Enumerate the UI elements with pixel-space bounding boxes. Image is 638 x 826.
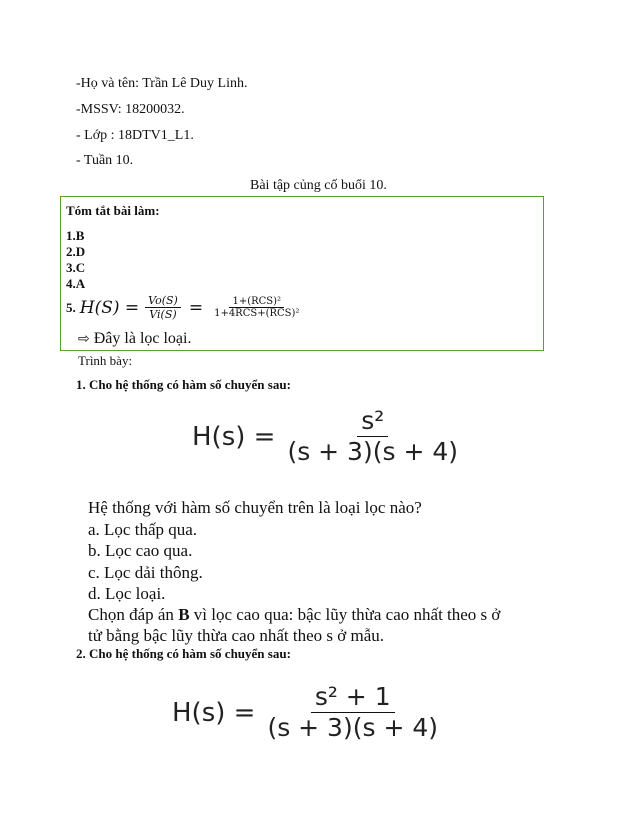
arrow-right-icon: ⇨ — [78, 331, 90, 347]
q5-fraction-1-numerator: Vo(S) — [145, 295, 181, 309]
q5-formula — [66, 291, 302, 325]
student-name: -Họ và tên: Trần Lê Duy Linh. — [76, 76, 248, 91]
q2-denominator: (s + 3)(s + 4) — [267, 712, 438, 742]
q5-fraction-2-denominator: 1+4RCS+(RCS)² — [214, 308, 300, 320]
option-c: c. Lọc dải thông. — [88, 563, 203, 582]
answer-2: 2.D — [66, 244, 86, 259]
question-1-prompt: Hệ thống với hàm số chuyển trên là loại lọc nào? — [88, 498, 422, 517]
answer-4: 4.A — [66, 276, 86, 291]
q2-fraction — [263, 683, 442, 743]
question-1-heading: 1. Cho hệ thống có hàm số chuyển sau: — [76, 377, 291, 392]
answer-3: 3.C — [66, 260, 86, 275]
option-b: b. Lọc cao qua. — [88, 541, 193, 560]
q5-conclusion: Đây là lọc loại. — [93, 330, 192, 347]
question-1-formula — [192, 396, 462, 478]
student-id: -MSSV: 18200032. — [76, 102, 185, 117]
q5-equals: = — [188, 298, 204, 318]
q5-fraction-2-numerator: 1+(RCS)² — [229, 296, 284, 309]
choice-letter: B — [178, 605, 190, 624]
q1-fraction — [283, 407, 462, 467]
q5-fraction-2 — [211, 296, 302, 321]
q1-numerator: s² — [357, 407, 388, 437]
page-title: Bài tập củng cố buổi 10. — [250, 178, 387, 193]
q1-denominator: (s + 3)(s + 4) — [287, 436, 458, 466]
choice-rest: vì lọc cao qua: bậc lũy thừa cao nhất theo s ở — [189, 605, 501, 624]
class-line: - Lớp : 18DTV1_L1. — [76, 128, 194, 143]
q5-conclusion-line — [78, 330, 191, 348]
answer-explanation-line-2: tử bằng bậc lũy thừa cao nhất theo s ở mẫu. — [88, 626, 385, 645]
option-d: d. Lọc loại. — [88, 584, 166, 603]
week-line: - Tuần 10. — [76, 153, 134, 168]
q5-number: 5. — [66, 300, 76, 315]
answer-1: 1.B — [66, 228, 85, 243]
q1-lhs: H(s) = — [192, 422, 276, 452]
presentation-label: Trình bày: — [78, 353, 133, 368]
summary-box — [60, 196, 544, 351]
q5-lhs: H(S) = — [79, 298, 140, 318]
q2-lhs: H(s) = — [172, 698, 256, 728]
question-2-heading: 2. Cho hệ thống có hàm số chuyển sau: — [76, 646, 291, 661]
q5-fraction-1-denominator: Vi(S) — [149, 308, 177, 322]
q2-numerator: s² + 1 — [311, 683, 395, 713]
answer-explanation — [88, 605, 500, 625]
q5-fraction-1 — [145, 295, 181, 322]
question-2-formula — [172, 670, 442, 756]
choice-prefix: Chọn đáp án — [88, 605, 179, 624]
option-a: a. Lọc thấp qua. — [88, 520, 198, 539]
summary-heading: Tóm tắt bài làm: — [66, 203, 160, 218]
